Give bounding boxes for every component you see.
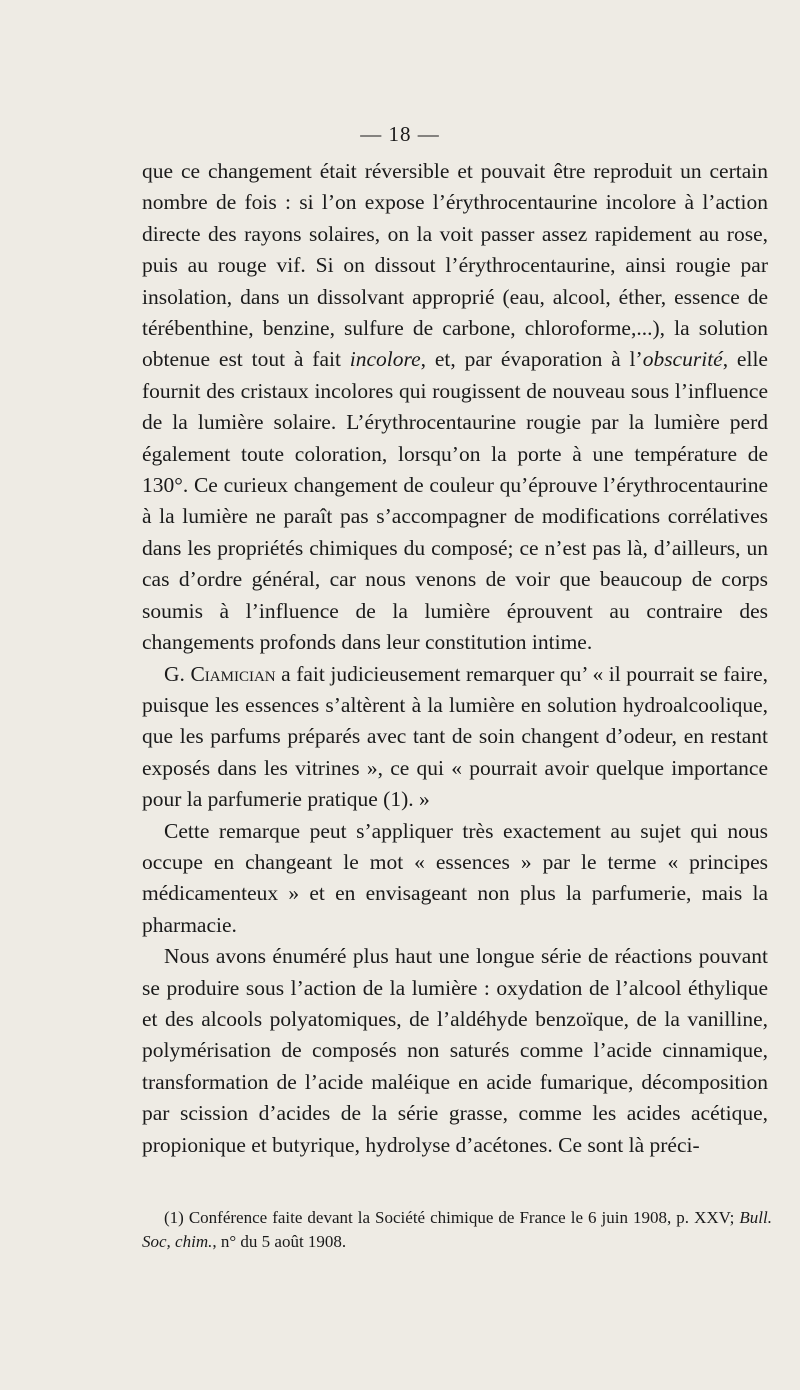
- footnote: [142, 1206, 772, 1254]
- text-run: , n° du 5 août 1908.: [212, 1232, 347, 1251]
- page-number: — 18 —: [360, 122, 440, 146]
- paragraph: [142, 659, 768, 816]
- text-run: G.: [164, 661, 191, 686]
- italic-run: incolore: [349, 347, 421, 372]
- text-run: , et, par évaporation à l’: [420, 347, 643, 372]
- text-run: que ce changement était réversible et pouvait être reproduit un certain nombre de fois : si l’on expose l’érythrocentaurine incolore à l’action directe des rayons solaires, on la voit passer assez rapidement au rose, puis au rouge vif. Si on dissout l’érythrocentaurine, ainsi rougie par insolation, dans un dissolvant approprié (eau, alcool, éther, essence de térébenthine, benzine, sulfure de carbone, chloroforme,...), la solution obtenue est tout à fait: [142, 159, 768, 372]
- paragraph: [142, 816, 768, 942]
- footnote-text: [142, 1206, 772, 1254]
- text-run: a fait judicieusement remarquer qu’ « il pourrait se faire, puisque les essences s’altèrent à la lumière en solution hydroalcoolique, que les parfums préparés avec tant de soin changent d’odeur, en restant exposés dans les vitrines », ce qui « pourrait avoir quelque importance pour la parfumerie pratique (1). »: [142, 661, 768, 812]
- paragraph: [142, 941, 768, 1161]
- paragraph: [142, 156, 768, 659]
- text-run: Cette remarque peut s’appliquer très exactement au sujet qui nous occupe en changeant le mot « essences » par le terme « principes médicamenteux » et en envisageant non plus la parfumerie, mais la pharmacie.: [142, 818, 768, 937]
- text-run: , elle fournit des cristaux incolores qui rougissent de nouveau sous l’influence de la lumière solaire. L’érythrocentaurine rougie par la lumière perd également toute coloration, lorsqu’on la porte à une température de 130°. Ce curieux changement de couleur qu’éprouve l’érythrocentaurine à la lumière ne paraît pas s’accompagner de modifications corrélatives dans les propriétés chimiques du composé; ce n’est pas là, d’ailleurs, un cas d’ordre général, car nous venons de voir que beaucoup de corps soumis à l’influence de la lumière éprouvent au contraire des changements profonds dans leur constitution intime.: [142, 347, 768, 655]
- italic-run: Bull. Soc, chim.: [142, 1208, 772, 1251]
- text-run: Nous avons énuméré plus haut une longue série de réactions pouvant se produire sous l’action de la lumière : oxydation de l’alcool éthylique et des alcools polyatomiques, de l’aldéhyde benzoïque, de la vanilline, polymérisation de composés non saturés comme l’acide cinnamique, transformation de l’acide maléique en acide fumarique, décomposition par scission d’acides de la série grasse, comme les acides acétique, propionique et butyrique, hydrolyse d’acétones. Ce sont là préci-: [142, 944, 768, 1157]
- text-run: (1) Conférence faite devant la Société chimique de France le 6 juin 1908, p. XXV;: [164, 1208, 740, 1227]
- italic-run: obscurité: [642, 347, 723, 372]
- body-text: [142, 156, 768, 1161]
- author-name: Ciamician: [190, 661, 276, 686]
